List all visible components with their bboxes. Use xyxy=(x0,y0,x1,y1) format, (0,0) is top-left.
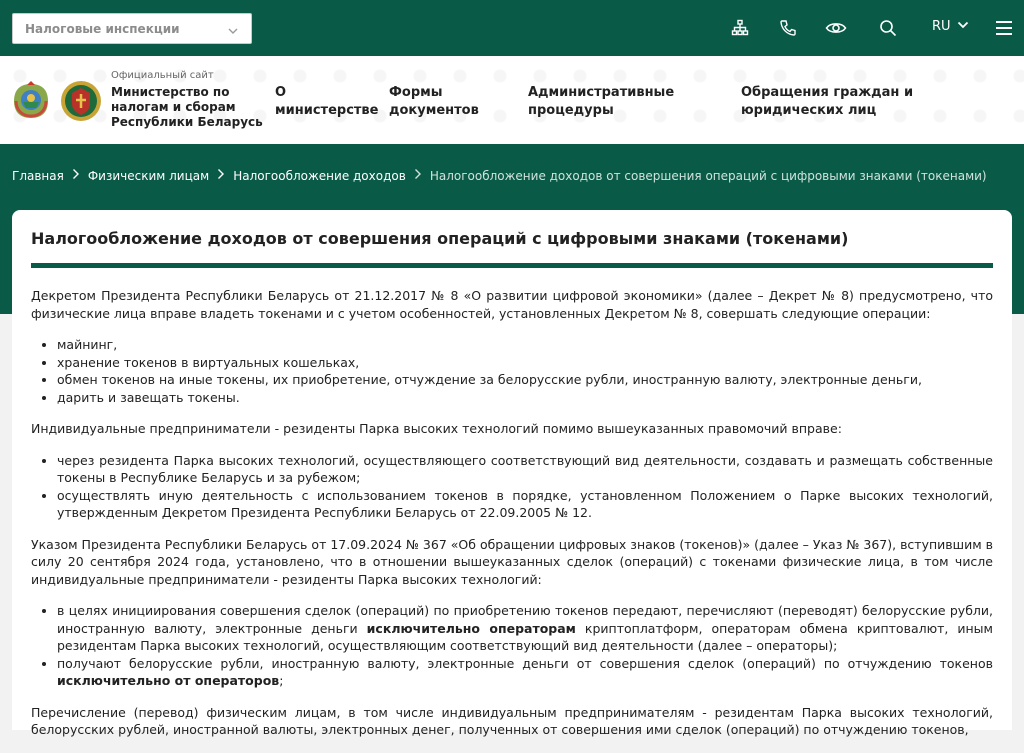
nav-item-appeals[interactable]: Обращения граждан и юридических лиц xyxy=(741,85,914,118)
breadcrumb xyxy=(12,168,987,183)
chevron-right-icon xyxy=(414,168,422,183)
list-item xyxy=(57,602,993,655)
article-paragraph: Указом Президента Республики Беларусь от 17.09.2024 № 367 «Об обращении цифровых знаков (токенов)» (далее – Указ № 367), вступившим в силу 20 сентября 2024 года, установлено, что в отношении вышеуказанных сделок (операций) с токенами физические лица, в том числе индивидуальные предприниматели - резиденты Парка высоких технологий: xyxy=(31,536,993,587)
chevron-down-icon xyxy=(957,19,969,34)
page-title: Налогообложение доходов от совершения операций с цифровыми знаками (токенами) xyxy=(31,229,849,248)
breadcrumb-individuals[interactable]: Физическим лицам xyxy=(87,168,210,183)
search-icon[interactable] xyxy=(876,16,900,40)
list-item-text: в целях инициирования совершения сделок (операций) по приобретению токенов передают, перечисляют (переводят) белорусские рубли, иностранную валюту, электронные деньги xyxy=(57,603,993,636)
list-item xyxy=(57,655,993,690)
site-name[interactable]: Министерство по налогам и сборам Республики Беларусь xyxy=(111,85,263,129)
phone-icon[interactable] xyxy=(776,16,800,40)
list-item: • майнинг, xyxy=(57,336,993,354)
list-item: • хранение токенов в виртуальных кошельках, xyxy=(57,354,993,372)
operator-rules-list xyxy=(57,602,993,690)
htp-rights-list xyxy=(57,452,993,522)
menu-icon[interactable] xyxy=(992,16,1016,40)
inspection-select-value: Налоговые инспекции xyxy=(25,22,180,36)
list-item-text: криптоплатформ, операторам обмена криптовалют, иным резидентам Парка высоких технологий, осуществляющим соответствующий вид деятельности (далее – операторы); xyxy=(57,620,993,653)
breadcrumb-home[interactable]: Главная xyxy=(12,168,64,183)
article-paragraph: Индивидуальные предприниматели - резиденты Парка высоких технологий помимо вышеуказанных правомочий вправе: xyxy=(31,421,842,436)
ministry-emblem-icon[interactable] xyxy=(60,80,102,122)
sitemap-icon[interactable] xyxy=(728,16,752,40)
language-switch[interactable] xyxy=(932,19,969,34)
chevron-down-icon xyxy=(227,22,239,41)
emphasis-text: исключительно от операторов xyxy=(57,673,280,688)
emphasis-text: исключительно операторам xyxy=(366,620,576,636)
eye-icon[interactable] xyxy=(824,16,848,40)
article-body xyxy=(31,287,993,753)
title-divider xyxy=(31,263,993,268)
list-item-text: получают белорусские рубли, иностранную валюту, электронные деньги от совершения сделок (операций) по отчуждению токенов xyxy=(57,655,993,671)
list-item: • обмен токенов на иные токены, их приобретение, отчуждение за белорусские рубли, иностранную валюту, электронные деньги, xyxy=(57,371,993,389)
list-item: • через резидента Парка высоких технологий, осуществляющего соответствующий вид деятельности, создавать и размещать собственные токены в Республике Беларусь и за рубежом; xyxy=(57,452,993,487)
operations-list xyxy=(57,336,993,406)
chevron-right-icon xyxy=(72,168,80,183)
language-label: RU xyxy=(932,19,951,34)
list-item-text: ; xyxy=(279,673,284,688)
top-bar xyxy=(0,0,1024,56)
list-item: • осуществлять иную деятельность с использованием токенов в порядке, установленном Положением о Парке высоких технологий, утвержденным Декретом Президента Республики Беларусь от 22.09.2005 № 12. xyxy=(57,487,993,522)
nav-item-forms[interactable]: Формы документов xyxy=(389,85,479,118)
state-emblem-icon[interactable] xyxy=(10,80,52,122)
site-label: Официальный сайт xyxy=(111,70,214,81)
article-paragraph: Перечисление (перевод) физическим лицам, в том числе индивидуальным предпринимателям - резидентам Парка высоких технологий, белорусских рублей, иностранной валюты, электронных денег, полученных от совершения ими сделок (операций) по отчуждению токенов, xyxy=(31,704,993,737)
breadcrumb-current: Налогообложение доходов от совершения операций с цифровыми знаками (токенами) xyxy=(429,168,987,183)
breadcrumb-income-tax[interactable]: Налогообложение доходов xyxy=(233,168,406,183)
nav-item-about[interactable]: О министерстве xyxy=(275,85,379,118)
list-item: • дарить и завещать токены. xyxy=(57,389,993,407)
chevron-right-icon xyxy=(217,168,225,183)
inspection-select[interactable] xyxy=(12,13,252,44)
article-paragraph: Декретом Президента Республики Беларусь от 21.12.2017 № 8 «О развитии цифровой экономики» (далее – Декрет № 8) предусмотрено, что физические лица вправе владеть токенами и с учетом особенностей, установленных Декретом № 8, совершать следующие операции: xyxy=(31,288,993,321)
nav-item-procedures[interactable]: Административные процедуры xyxy=(528,85,675,118)
